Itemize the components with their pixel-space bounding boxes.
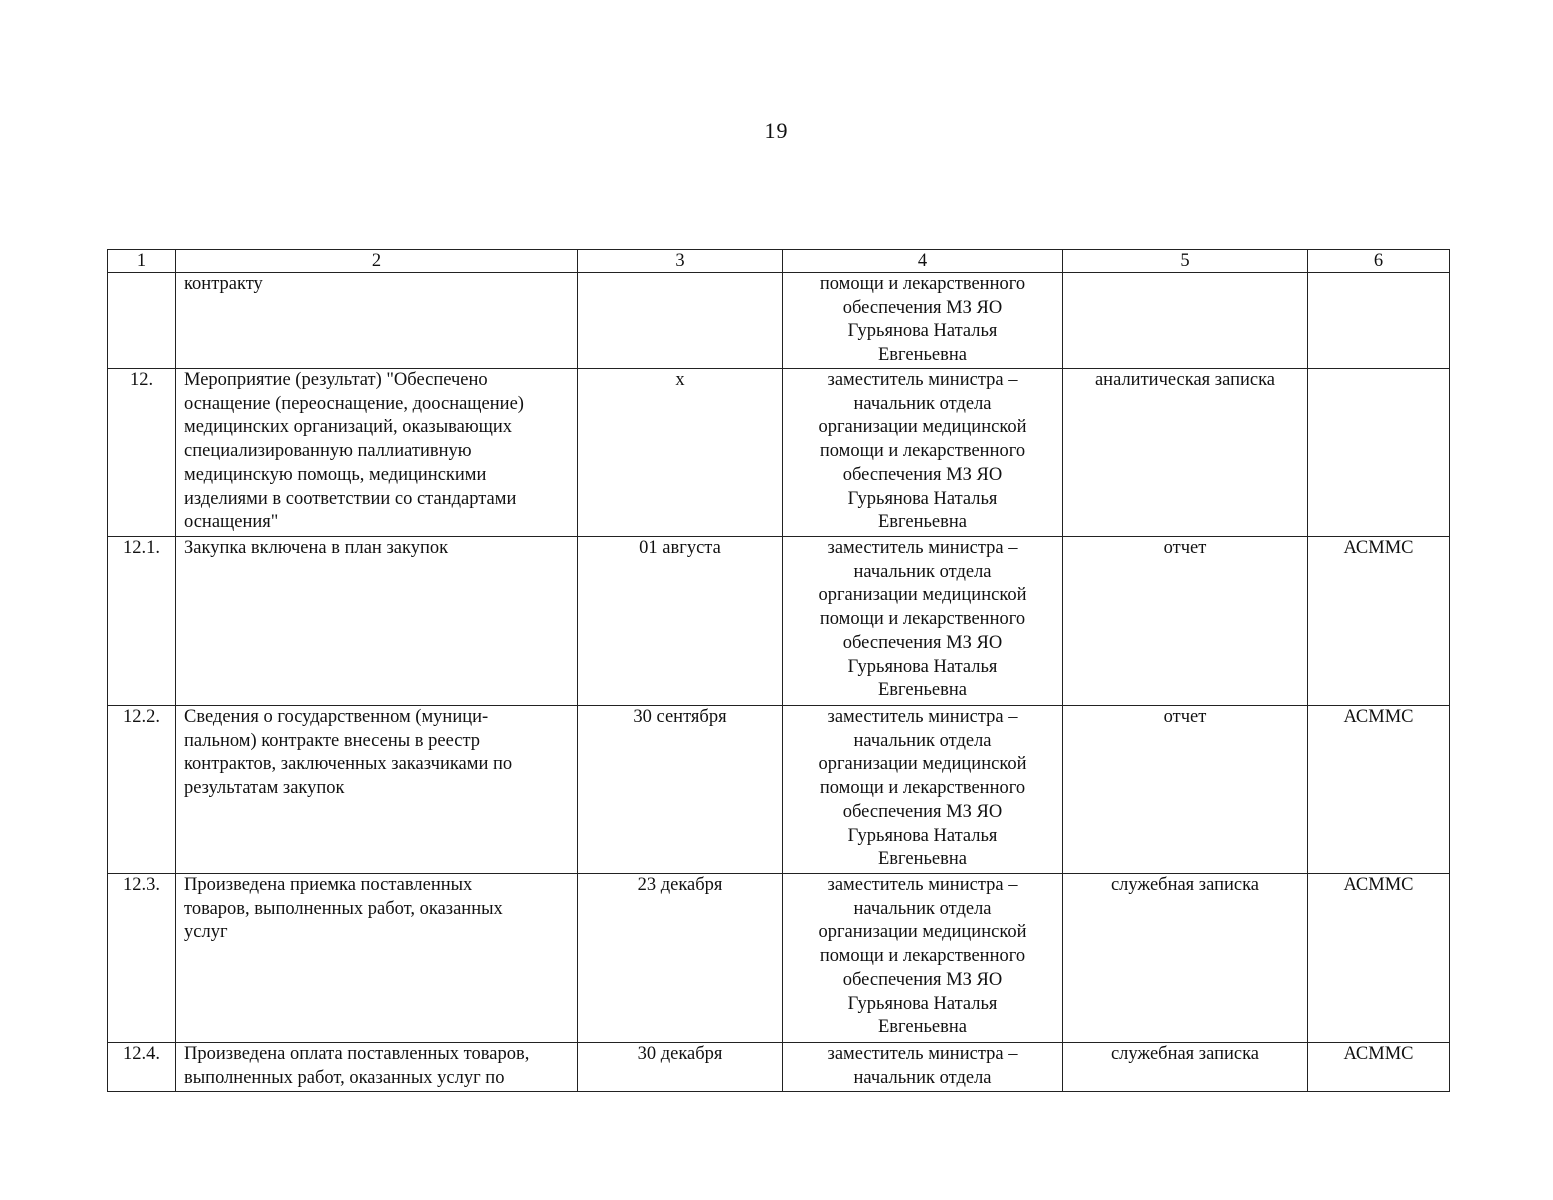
row-responsible: помощи и лекарственного обеспечения МЗ ЯО Гурьянова Наталья Евгеньевна [783, 273, 1063, 369]
row-document-type: аналитическая записка [1063, 369, 1308, 537]
row-document-type [1063, 273, 1308, 369]
row-deadline: х [578, 369, 783, 537]
row-deadline: 30 декабря [578, 1043, 783, 1092]
row-document-type: отчет [1063, 706, 1308, 874]
row-responsible: заместитель министра – начальник отдела организации медицинской помощи и лекарственного обеспечения МЗ ЯО Гурьянова Наталья Евгеньевна [783, 537, 1063, 706]
table-row [108, 706, 1450, 874]
table-row [108, 1043, 1450, 1092]
page-number: 19 [764, 118, 789, 143]
row-info-system [1308, 369, 1450, 537]
row-description: Мероприятие (результат) "Обеспечено оснащение (переоснащение, дооснащение) медицинских организаций, оказывающих специализированную паллиативную медицинскую помощь, медицинскими изделиями в соответствии со стандартами оснащения" [176, 369, 578, 537]
column-header-4: 4 [783, 250, 1063, 273]
column-header-5: 5 [1063, 250, 1308, 273]
row-deadline: 01 августа [578, 537, 783, 706]
row-document-type: служебная записка [1063, 874, 1308, 1043]
row-description: Сведения о государственном (муници- пальном) контракте внесены в реестр контрактов, заключенных заказчиками по результатам закупок [176, 706, 578, 874]
row-description: Закупка включена в план закупок [176, 537, 578, 706]
column-header-1: 1 [108, 250, 176, 273]
column-number-row [108, 250, 1450, 273]
row-number: 12.2. [108, 706, 176, 874]
column-header-3: 3 [578, 250, 783, 273]
row-description: Произведена приемка поставленных товаров, выполненных работ, оказанных услуг [176, 874, 578, 1043]
row-deadline: 30 сентября [578, 706, 783, 874]
table-row [108, 537, 1450, 706]
row-deadline [578, 273, 783, 369]
table-row [108, 273, 1450, 369]
row-number [108, 273, 176, 369]
column-header-2: 2 [176, 250, 578, 273]
row-responsible: заместитель министра – начальник отдела организации медицинской помощи и лекарственного обеспечения МЗ ЯО Гурьянова Наталья Евгеньевна [783, 369, 1063, 537]
row-info-system [1308, 273, 1450, 369]
row-document-type: отчет [1063, 537, 1308, 706]
table-row [108, 369, 1450, 537]
row-description: контракту [176, 273, 578, 369]
row-responsible: заместитель министра – начальник отдела организации медицинской помощи и лекарственного обеспечения МЗ ЯО Гурьянова Наталья Евгеньевна [783, 706, 1063, 874]
row-deadline: 23 декабря [578, 874, 783, 1043]
row-info-system: АСММС [1308, 1043, 1450, 1092]
row-document-type: служебная записка [1063, 1043, 1308, 1092]
row-number: 12.1. [108, 537, 176, 706]
table-row [108, 874, 1450, 1043]
row-number: 12.4. [108, 1043, 176, 1092]
plan-table [107, 249, 1450, 1092]
column-header-6: 6 [1308, 250, 1450, 273]
row-description: Произведена оплата поставленных товаров, выполненных работ, оказанных услуг по [176, 1043, 578, 1092]
row-number: 12.3. [108, 874, 176, 1043]
row-info-system: АСММС [1308, 706, 1450, 874]
row-responsible: заместитель министра – начальник отдела [783, 1043, 1063, 1092]
row-info-system: АСММС [1308, 874, 1450, 1043]
row-info-system: АСММС [1308, 537, 1450, 706]
row-number: 12. [108, 369, 176, 537]
row-responsible: заместитель министра – начальник отдела организации медицинской помощи и лекарственного обеспечения МЗ ЯО Гурьянова Наталья Евгеньевна [783, 874, 1063, 1043]
